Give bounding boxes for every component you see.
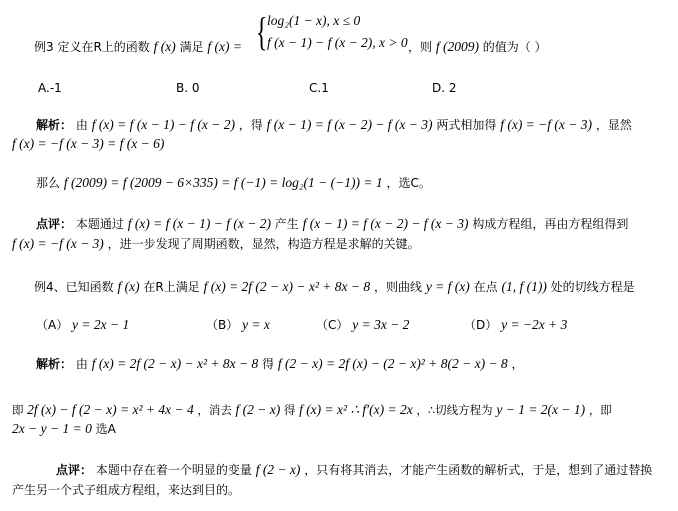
ex3-option-c: C.1	[309, 81, 329, 95]
ex4-option-b: （B） y = x	[206, 317, 270, 332]
ex4-solution-line-1: 解析： 由 f (x) = 2f (2 − x) − x² + 8x − 8 得 f (2 − x) = 2f (x) − (2 − x)² + 8(2 − x) − 8 ，	[36, 356, 524, 371]
ex4-review-line-1: 点评： 本题中存在着一个明显的变量 f (2 − x) ，只有将其消去，才能产生函数的解析式，于是，想到了通过替换	[56, 462, 653, 477]
ex4-solution-line-2: 即 2f (x) − f (2 − x) = x² + 4x − 4 ，消去 f (2 − x) 得 f (x) = x² ∴ f′(x) = 2x ，∴切线方程为 y − 1 = 2(x − 1) ，即	[12, 402, 612, 417]
ex4-solution-line-3: 2x − y − 1 = 0 选A	[12, 421, 116, 436]
ex3-solution-line-3: 那么 f (2009) = f (2009 − 6×335) = f (−1) = log₂(1 − (−1)) = 1 ，选C。	[36, 175, 431, 190]
ex4-option-c: （C） y = 3x − 2	[316, 317, 410, 332]
ex4-review-line-2: 产生另一个式子组成方程组，来达到目的。	[12, 483, 241, 497]
ex3-question-tail: ，则 f (2009) 的值为（ ）	[408, 39, 547, 54]
piecewise-brace: {	[255, 9, 268, 54]
ex3-review-line-1: 点评： 本题通过 f (x) = f (x − 1) − f (x − 2) 产生 f (x − 1) = f (x − 2) − f (x − 3) 构成方程组，再由方程组得到	[36, 216, 629, 231]
ex3-question: 例3 定义在R上的函数 f (x) 满足 f (x) =	[34, 39, 242, 54]
ex3-option-a: A.-1	[38, 81, 62, 95]
solution-heading: 解析：	[36, 357, 73, 371]
ex3-case-1: log₂(1 − x), x ≤ 0	[267, 13, 361, 28]
ex3-option-d: D. 2	[432, 81, 457, 95]
ex4-question: 例4、已知函数 f (x) 在R上满足 f (x) = 2f (2 − x) − x² + 8x − 8 ，则曲线 y = f (x) 在点 (1, f (1)) 处的切线方程是	[34, 279, 635, 294]
ex4-option-d: （D） y = −2x + 3	[464, 317, 568, 332]
ex4-option-a: （A） y = 2x − 1	[36, 317, 130, 332]
ex3-solution-line-2: f (x) = −f (x − 3) = f (x − 6)	[12, 136, 165, 151]
review-heading: 点评：	[56, 463, 93, 477]
ex3-option-b: B. 0	[176, 81, 200, 95]
ex3-review-line-2: f (x) = −f (x − 3) ，进一步发现了周期函数，显然，构造方程是求解的关键。	[12, 236, 420, 251]
ex3-case-2: f (x − 1) − f (x − 2), x > 0	[267, 35, 408, 50]
review-heading: 点评：	[36, 217, 73, 231]
ex3-solution-line-1: 解析： 由 f (x) = f (x − 1) − f (x − 2) ，得 f (x − 1) = f (x − 2) − f (x − 3) 两式相加得 f (x) = −f (x − 3) ，显然	[36, 117, 632, 132]
solution-heading: 解析：	[36, 118, 73, 132]
